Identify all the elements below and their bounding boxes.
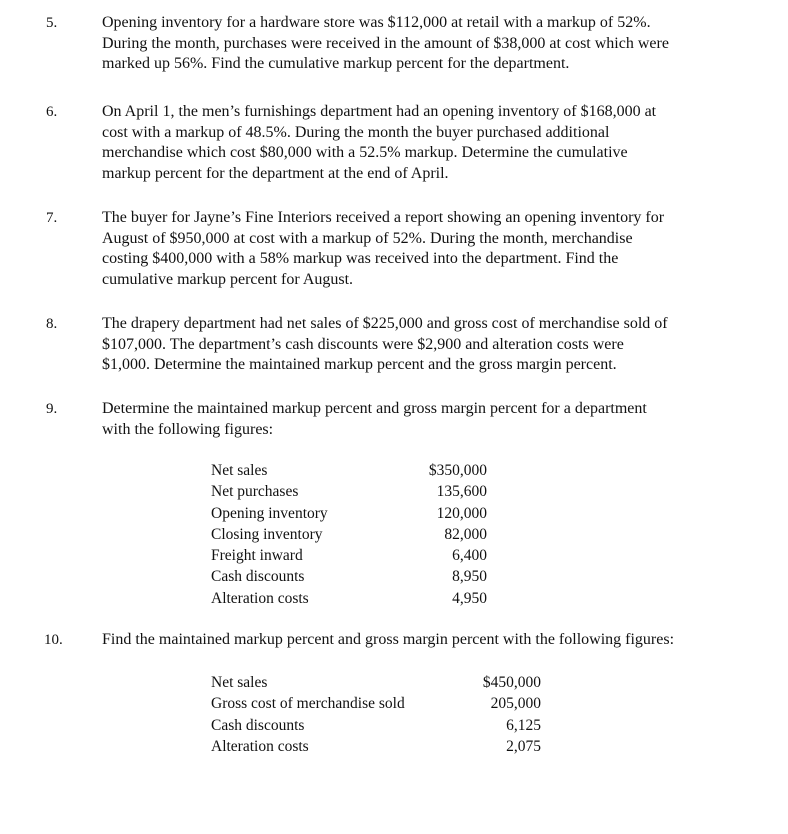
problem-line: with the following figures:	[102, 420, 274, 438]
figure-value: 6,400	[452, 547, 487, 565]
problem-text	[102, 13, 762, 75]
figure-label: Gross cost of merchandise sold	[211, 695, 405, 713]
problem-number: 6.	[46, 104, 58, 120]
figure-label: Closing inventory	[211, 525, 323, 543]
figure-value: $350,000	[428, 462, 487, 479]
problem-line: cost with a markup of 48.5%. During the month the buyer purchased additional	[102, 123, 610, 141]
problem-line: Determine the maintained markup percent and gross margin percent for a department	[102, 400, 647, 417]
figure-label: Freight inward	[211, 547, 303, 565]
figure-value: 4,950	[452, 589, 487, 607]
figure-label: Net sales	[211, 462, 268, 479]
problem-line: Opening inventory for a hardware store was $112,000 at retail with a markup of 52%.	[102, 14, 651, 31]
problem-number: 5.	[46, 15, 58, 31]
problem-line: $107,000. The department’s cash discounts were $2,900 and alteration costs were	[102, 335, 624, 353]
figure-label: Net purchases	[211, 483, 299, 501]
problem-line: August of $950,000 at cost with a markup of 52%. During the month, merchandise	[102, 229, 633, 247]
problem-number: 7.	[46, 210, 58, 226]
problem-line: marked up 56%. Find the cumulative markup percent for the department.	[102, 55, 570, 72]
problem-line: $1,000. Determine the maintained markup percent and the gross margin percent.	[102, 356, 617, 373]
figure-value: 120,000	[436, 504, 487, 522]
figure-value: $450,000	[482, 674, 541, 691]
problem-line: cumulative markup percent for August.	[102, 270, 354, 288]
figure-value: 135,600	[436, 483, 487, 501]
problem-line: During the month, purchases were received in the amount of $38,000 at cost which were	[102, 34, 669, 52]
problem-number: 8.	[46, 316, 58, 332]
problem-line: On April 1, the men’s furnishings department had an opening inventory of $168,000 at	[102, 103, 657, 120]
problem-line: The buyer for Jayne’s Fine Interiors received a report showing an opening inventory for	[102, 209, 665, 226]
problem-text	[102, 314, 762, 376]
figure-label: Net sales	[211, 674, 268, 691]
figure-value: 82,000	[444, 525, 487, 543]
figure-label: Cash discounts	[211, 568, 305, 586]
problem-number: 10.	[44, 632, 63, 648]
figure-value: 6,125	[506, 716, 541, 734]
problem-line: The drapery department had net sales of $225,000 and gross cost of merchandise sold of	[102, 315, 668, 332]
problem-text	[102, 102, 762, 184]
figure-label: Alteration costs	[211, 589, 309, 607]
problem-line: costing $400,000 with a 58% markup was received into the department. Find the	[102, 250, 619, 267]
figure-value: 8,950	[452, 568, 487, 586]
problem-line: Find the maintained markup percent and gross margin percent with the following figures:	[102, 631, 675, 648]
problem-line: merchandise which cost $80,000 with a 52.5% markup. Determine the cumulative	[102, 144, 628, 161]
problem-number: 9.	[46, 401, 58, 417]
problem-line: markup percent for the department at the end of April.	[102, 164, 449, 182]
figure-label: Opening inventory	[211, 504, 328, 522]
figure-value: 2,075	[506, 737, 541, 755]
figure-label: Alteration costs	[211, 737, 309, 755]
problem-text	[102, 399, 762, 440]
figure-label: Cash discounts	[211, 716, 305, 734]
figure-value: 205,000	[490, 695, 541, 713]
problem-text	[102, 630, 762, 651]
problem-text	[102, 208, 762, 290]
